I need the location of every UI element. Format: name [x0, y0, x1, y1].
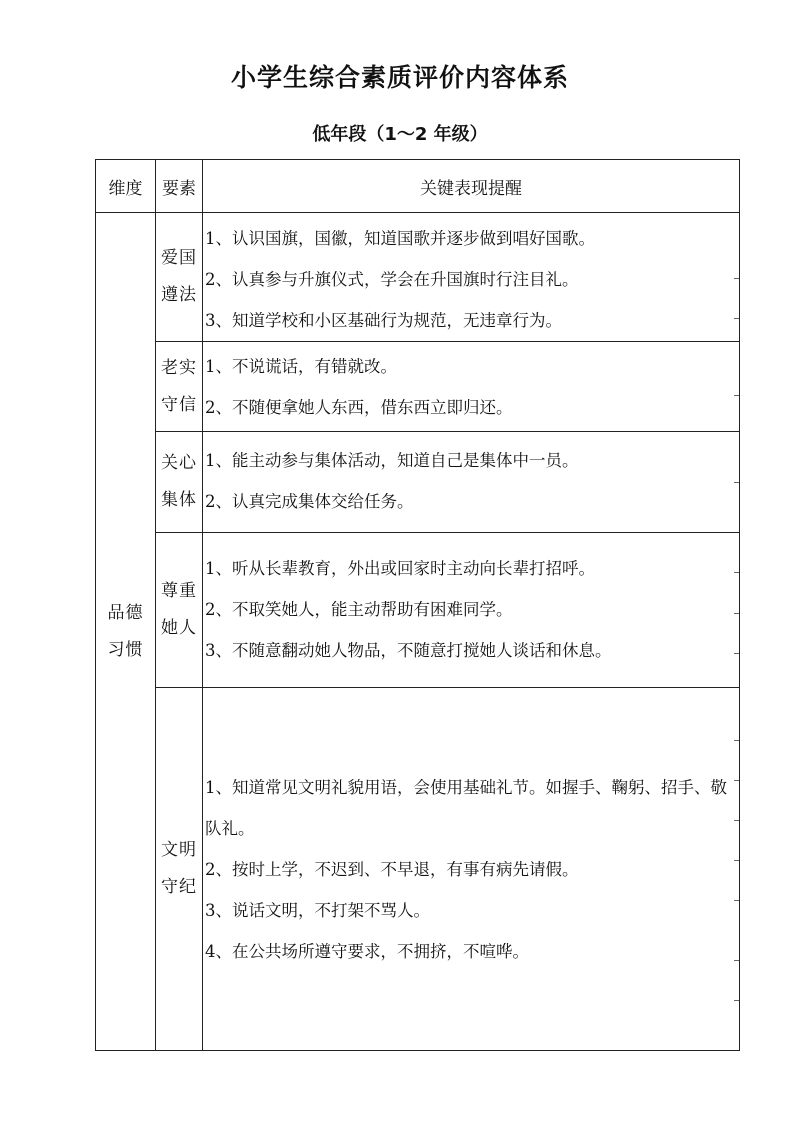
row-divider	[155, 431, 739, 432]
border-tick	[734, 960, 739, 961]
element-items	[205, 218, 735, 341]
element-cell	[156, 432, 202, 532]
border-tick	[734, 860, 739, 861]
list-item: 1、不说谎话，有错就改。	[205, 357, 397, 376]
row-divider	[155, 532, 739, 533]
border-tick	[734, 482, 739, 483]
list-item: 1、知道常见文明礼貌用语，会使用基础礼节。如握手、鞠躬、招手、敬队礼。	[205, 778, 727, 838]
element-label: 文明守纪	[161, 840, 197, 897]
element-items	[205, 346, 735, 428]
element-cell	[156, 342, 202, 431]
border-tick	[734, 572, 739, 573]
row-divider	[155, 687, 739, 688]
evaluation-table	[95, 159, 740, 1051]
element-items	[205, 548, 735, 671]
list-item: 2、不取笑她人，能主动帮助有困难同学。	[205, 600, 513, 619]
border-tick	[734, 613, 739, 614]
border-tick	[734, 653, 739, 654]
dimension-label: 品德习惯	[107, 602, 144, 660]
element-cell	[156, 688, 202, 1050]
page-subtitle: 低年段（1～2 年级）	[312, 124, 488, 145]
list-item: 2、认真完成集体交给任务。	[205, 492, 414, 511]
border-tick	[734, 278, 739, 279]
row-divider	[155, 341, 739, 342]
element-cell	[156, 213, 202, 341]
dimension-cell	[96, 213, 155, 1050]
list-item: 2、认真参与升旗仪式，学会在升国旗时行注目礼。	[205, 270, 579, 289]
border-tick	[734, 740, 739, 741]
list-item: 3、说话文明，不打架不骂人。	[205, 901, 430, 920]
list-item: 1、听从长辈教育，外出或回家时主动向长辈打招呼。	[205, 559, 595, 578]
list-item: 1、认识国旗，国徽，知道国歌并逐步做到唱好国歌。	[205, 229, 595, 248]
border-tick	[734, 900, 739, 901]
border-tick	[734, 820, 739, 821]
border-tick	[734, 395, 739, 396]
list-item: 3、知道学校和小区基础行为规范，无违章行为。	[205, 311, 562, 330]
border-tick	[734, 780, 739, 781]
border-tick	[734, 1000, 739, 1001]
page-title: 小学生综合素质评价内容体系	[230, 63, 569, 92]
element-label: 老实守信	[161, 357, 197, 415]
element-label: 尊重她人	[161, 581, 197, 638]
list-item: 1、能主动参与集体活动，知道自己是集体中一员。	[205, 451, 579, 470]
list-item: 4、在公共场所遵守要求，不拥挤，不喧哗。	[205, 942, 529, 961]
element-items	[205, 440, 735, 522]
border-tick	[734, 318, 739, 319]
list-item: 2、不随便拿她人东西，借东西立即归还。	[205, 398, 513, 417]
element-label: 爱国遵法	[161, 248, 197, 305]
header-element: 要素	[162, 178, 196, 199]
header-dimension: 维度	[108, 178, 143, 199]
header-content: 关键表现提醒	[420, 178, 522, 199]
element-cell	[156, 533, 202, 687]
list-item: 3、不随意翻动她人物品，不随意打搅她人谈话和休息。	[205, 641, 612, 660]
column-divider	[202, 160, 203, 1050]
element-items	[205, 767, 730, 972]
element-label: 关心集体	[161, 453, 197, 510]
list-item: 2、按时上学，不迟到、不早退，有事有病先请假。	[205, 860, 579, 879]
